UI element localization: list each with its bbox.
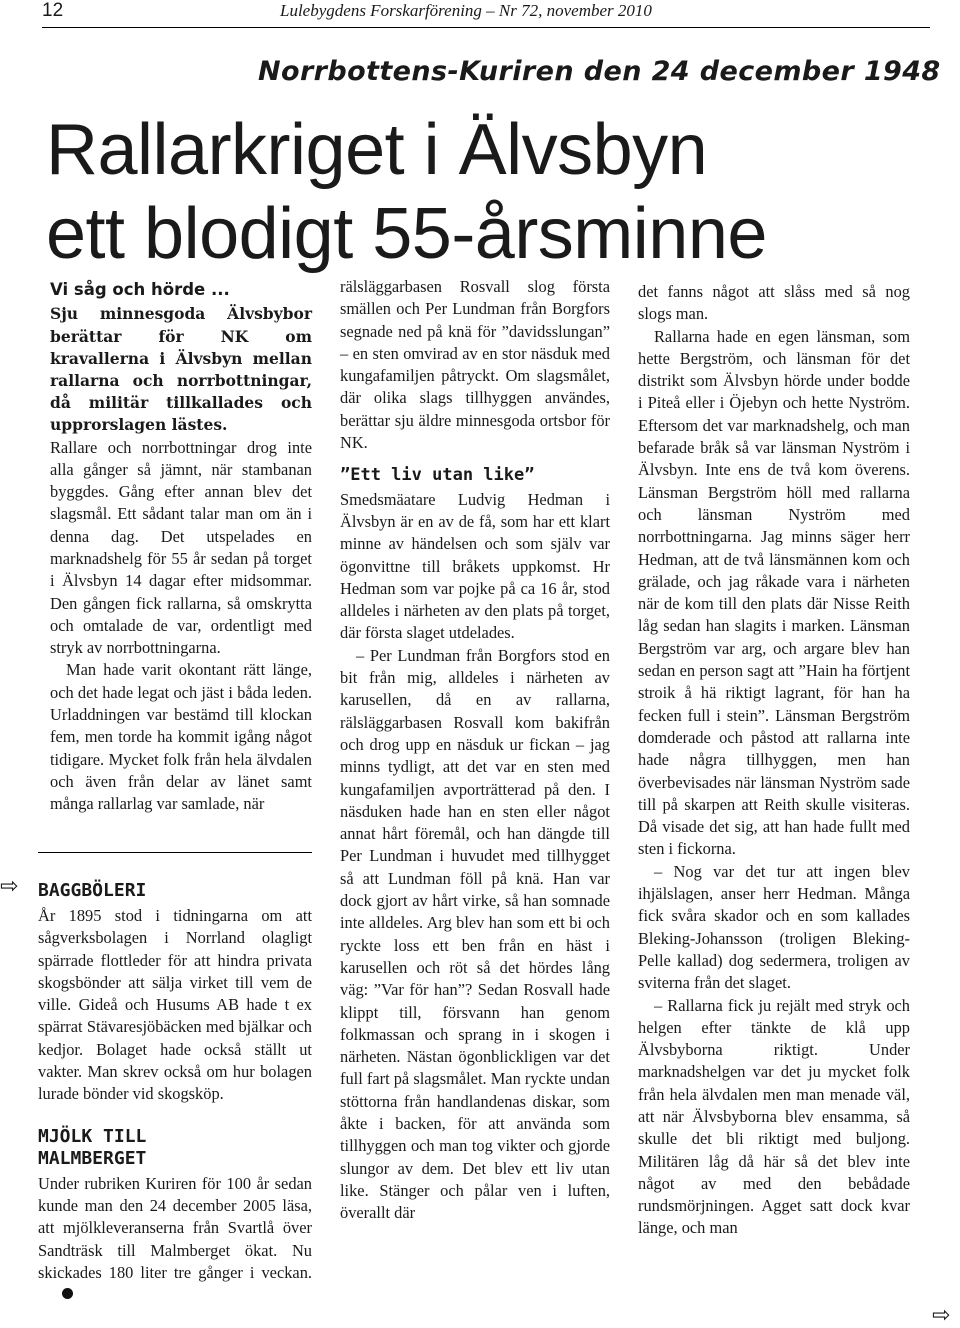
sidebar-text-content: Under rubriken Kuriren för 100 år sedan kunde man den 24 december 2005 läsa, att mjölkleveranserna från Svartlå över Sandträsk till Malmberget ökat. Nu skickades 180 liter tre gånger i veckan. [38,1173,312,1282]
body-paragraph: Smedsmäatare Ludvig Hedman i Älvsbyn är en av de få, som har ett klart minne av händelsen och som själv var ögonvittne till bråkets uppkomst. Hr Hedman som var pojke på ca 16 år, stod alldeles i närheten av den plats på torget, där första slaget utdelades. [340,489,610,643]
body-paragraph: – Nog var det tur att ingen blev ihjälslagen, anser herr Hedman. Många fick svåra skador och en som kallades Bleking-Johansson (troligen Bleking-Pelle kallad) dog sedermera, troligen av sviterna från det slaget. [638,861,910,993]
headline-line-1: Rallarkriget i Älvsbyn [46,110,708,190]
body-paragraph: Rallare och norrbottningar drog inte alla gånger så jämnt, när stambanan byggdes. Gång efter annan blev det slagsmål. Ett sådant talar man om än i denna dag. Det utspelades en marknadshelg för 55 år sedan på torget i Älvsbyn 14 dagar efter midsommar. Den gången fick rallarna, så omskrytta och omtalade de var, ordentligt med stryk av norrbottningarna. [50,437,312,658]
body-paragraph: – Per Lundman från Borgfors stod en bit från mig, alldeles i närheten av karusellen, då en av rallarna, rälsläggarbasen Rosvall kom bakifrån och drog upp en näsduk ur fickan – jag minns tydligt, att det var en sten med kungafamiljen avporträtterad på den. I näsduken hade han en sten eller något annat hårt föremål, och han dängde till Per Lundman i huvudet med tillhygget så att Lundman föll på knä. Han var dock gjort av hårt virke, så han somnade inte alldeles. Arg blev han som ett bi och ryckte loss ett ben från en häst i karusellen och röt så det hördes lång väg: ”Var för han”? Sedan Rosvall hade klippt till, försvann han genom folkmassan och sprang in i skogen i närheten. Nästan ögonblickligen var det full fart på slagsmålet. Man ryckte undan stöttorna från handlandenas diskar, som åkte i backen, för att använda som tillhyggen och man tog vikter och gjorde slungor av dem. Det blev ett liv utan like. Stänger och pålar ven i luften, överallt där [340,645,610,1223]
publication-header: Lulebygdens Forskarförening – Nr 72, november 2010 [280,1,652,20]
continue-arrow-icon: ⇨ [0,874,19,899]
body-paragraph: – Rallarna fick ju rejält med stryk och helgen efter tänkte de klå upp Älvsbyborna riktigt. Under marknadshelgen var det ju mycket folk från hela älvdalen men man menade väl, att när Älvsbyborna blev ensamma, så skulle det bli riktigt med buljong. Militären låg då här så det blev inte något av med den bebådade rundsmörjningen. Agget satt dock kvar länge, och man [638,995,910,1238]
subheading: ”Ett liv utan like” [340,465,535,486]
page-number: 12 [42,0,64,21]
sidebar-text: År 1895 stod i tidningarna om att sågverksbolagen i Norrland olagligt spärrade flottleder för att hindra privata skogsbönder att sälja virket till vem de ville. Gideå och Husums AB hade t ex spärrat Stävaresjöbäcken med bjälkar och kedjor. Bolaget hade också ställt ut vakter. Man skrev också om hur bolagen lurade bönder vid skogsköp. [38,906,312,1104]
sidebar-heading-line: MALMBERGET [38,1147,147,1169]
body-paragraph: rälsläggarbasen Rosvall slog första smällen och Per Lundman från Borgfors segnade ned på knä för ”davidsslungan” – en sten omvirad av en stor näsduk med kungafamiljen påtryckt. Om slagsmålet, där olika slags tillhyggen användes, berättar sju äldre minnesgoda ortsbor för NK. [340,277,610,453]
source-line: Norrbottens-Kuriren den 24 december 1948 [258,56,941,87]
lead-paragraph: Sju minnesgoda Älvsbybor berättar för NK om kravallerna i Älvsbyn mellan rallarna och norrbottningar, då militär tillkallades och upprorslagen lästes. [50,304,312,435]
body-paragraph: det fanns något att slåss med så nog slogs man. [638,282,910,324]
article-column-3 [638,281,910,1240]
sidebar-divider [38,852,312,853]
body-paragraph: Rallarna hade en egen länsman, som hette Bergström, och länsman för det distrikt som Älvsbyn hörde under bodde i Piteå eller i Öjebyn och hette Nyström. Eftersom det var marknadshelg, och man befarade bråk så var länsman Nyström i Älvsbyn. Inte ens de två kom överens. Länsman Bergström höll med rallarna och länsman Nyström med norrbottningarna. Jag minns säger herr Hedman, att de två länsmännen kom och grälade, och jag råkade vara i närheten när de kom till den plats där Nisse Reith låg sedan han slagits i marken. Länsman Bergström var arg, och argare blev han sedan en person sagt att ”Hain ha förtjent stroik å hä riktigt lagrant, för han ha fecken full i stein”. Länsman Bergström domderade och påstod att rallarna inte hade några tillhyggen, men han överbevisades när länsman Nyström sade till på skarpen att Reith skulle visiteras. Då visade det sig, att han hade fullt med sten i fickorna. [638,326,910,859]
kicker: Vi såg och hörde ... [50,280,230,299]
article-column-2 [340,276,610,1224]
sidebar-heading-line: MJÖLK TILL [38,1125,147,1147]
sidebar-text [38,1173,312,1307]
article-column-1 [50,279,312,816]
sidebar-heading: BAGGBÖLERI [38,880,147,901]
header-divider [42,27,930,28]
end-mark-icon [62,1288,73,1299]
body-paragraph: Man hade varit okontant rätt länge, och det hade legat och jäst i båda leden. Urladdningen var bestämd till klockan fem, men torde ha kommit igång något tidigare. Mycket folk från hela älvdalen och även från delar av länet samt många rallarlag var samlade, när [50,660,312,814]
continue-arrow-icon: ⇨ [932,1303,951,1328]
headline-line-2: ett blodigt 55-årsminne [46,194,767,274]
sidebar-heading [38,1126,312,1170]
sidebar-notes [38,880,312,1306]
